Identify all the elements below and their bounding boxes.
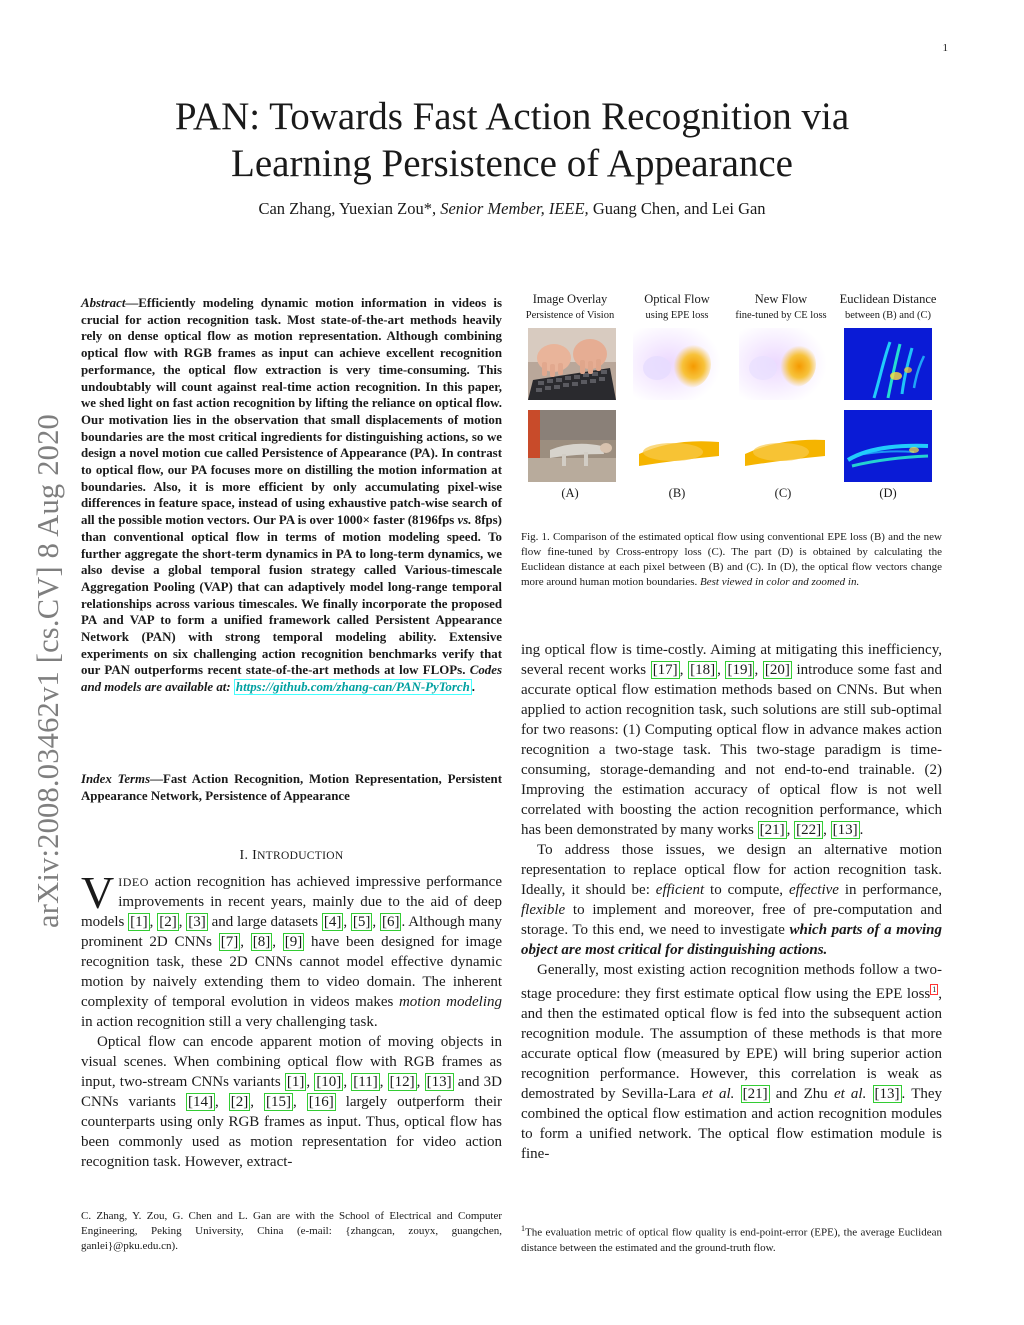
col-c-title: New Flow: [754, 292, 808, 306]
sep: ,: [178, 914, 187, 930]
abstract-label: Abstract: [81, 296, 126, 310]
author-list: [100, 199, 924, 219]
authors-post: Guang Chen, and Lei Gan: [588, 199, 766, 218]
col-a-sub: Persistence of Vision: [525, 310, 615, 321]
citation[interactable]: [20]: [764, 662, 790, 678]
citation[interactable]: [11]: [353, 1074, 378, 1090]
intro-p1-text-3: . Although many prominent 2D CNNs: [81, 914, 502, 950]
index-terms: [81, 771, 502, 804]
figure-col-d-header: [833, 292, 943, 323]
intro-p1-text-1: action recognition has achieved impressive performance improvements in recent years, mainly due to the aid of deep models: [81, 874, 502, 930]
sep: ,: [823, 822, 831, 838]
citation[interactable]: [13]: [874, 1086, 900, 1102]
sep: ,: [379, 1074, 388, 1090]
citation[interactable]: [2]: [230, 1094, 249, 1110]
abstract-text: —Efficiently modeling dynamic motion information in videos is crucial for action recognition task. Most state-of-the-art methods heavily rely on dense optical flow as motion representation. Although combining optical flow with RGB frames as input can achieve excellent recognition performance, the optical flow extraction is very time-consuming. This undoubtably will count against real-time action recognition. In this paper, we shed light on fast action recognition by lifting the reliance on optical flow. Our motivation lies in the observation that small displacements of motion boundaries are the most critical ingredients for distinguishing actions, so we design a novel motion cue called Persistence of Appearance (PA). In contrast to optical flow, our PA focuses more on distilling the motion information at boundaries. Also, it is more efficient by only accumulating pixel-wise differences in feature space, instead of using exhaustive patch-wise search of all the possible motion vectors. Our PA is over 1000× faster (8196fps: [81, 296, 502, 528]
sep: ,: [416, 1074, 425, 1090]
rp2-bold-italic: which parts of a moving object are most critical for distinguishing actions.: [521, 922, 943, 958]
section-heading-introduction: I. INTRODUCTION: [239, 848, 344, 863]
figure-col-a-header: [515, 292, 625, 323]
sep: ,: [292, 1094, 307, 1110]
rp1-text-3: .: [859, 822, 864, 838]
col-b-title: Optical Flow: [644, 292, 710, 306]
rp3-em-1: et al.: [701, 1086, 735, 1102]
authors-role: Senior Member, IEEE,: [440, 199, 589, 218]
citation[interactable]: [3]: [188, 914, 206, 930]
intro-paragraph-2: [81, 1032, 502, 1172]
panel-c2-flow: [739, 410, 827, 482]
citation[interactable]: [13]: [832, 822, 858, 838]
sep: ,: [343, 1074, 352, 1090]
abstract-end: .: [471, 680, 475, 695]
rp2-text-3: in performance,: [838, 882, 942, 898]
sep: ,: [372, 914, 380, 930]
intro-p2-text-1: Optical flow can encode apparent motion of moving objects in visual scenes. When combining optical flow with RGB frames as input, two-stream CNNs variants: [81, 1034, 502, 1090]
section-first-letter: I: [252, 848, 258, 863]
col-d-sub: between (B) and (C): [844, 310, 931, 321]
rp2-text-2: to compute,: [704, 882, 789, 898]
footnote-right-text: The evaluation metric of optical flow quality is end-point-error (EPE), the average Euclidean distance between the estimated and the ground-truth flow.: [521, 1226, 942, 1254]
index-terms-text: —Fast Action Recognition, Motion Representation, Persistent Appearance Network, Persistence of Appearance: [81, 772, 502, 803]
footnote-affiliation: C. Zhang, Y. Zou, G. Chen and L. Gan are with the School of Electrical and Computer Engineering, Peking University, China (e-mail: {zhangcan, zouyx, guangchen, ganlei}@pku.edu.cn).: [81, 1210, 502, 1252]
rp3-text-1: Generally, most existing action recognition methods follow a two-stage procedure: they first estimate optical flow using the EPE loss: [521, 962, 942, 1002]
intro-p1-text-4: have been designed for image recognition task, these 2D CNNs cannot model effective dynamic motion by naively extending them to video domain. The inherent complexity of temporal evolution in videos makes: [81, 934, 503, 1010]
rp1-text-1: ing optical flow is time-costly. Aiming at mitigating this inefficiency, several recent works: [521, 642, 942, 678]
title-line-2: Learning Persistence of Appearance: [231, 142, 793, 185]
right-paragraph-1: [521, 640, 942, 840]
intro-p2-text-3: largely outperform their counterparts using only RGB frames as input. Thus, optical flow has been commonly used as motion representation for video action recognition task. However, extract-: [81, 1094, 503, 1170]
abstract: [81, 295, 502, 696]
intro-p1-text-2: and large datasets: [207, 914, 322, 930]
rp2-em-1: efficient: [655, 882, 705, 898]
sep: ,: [306, 1074, 315, 1090]
right-paragraph-3: [521, 960, 942, 1164]
footnote-epe: [521, 1221, 942, 1256]
introduction-body: [81, 867, 503, 1172]
panel-a2-pushup: [528, 410, 616, 482]
figure-label-c: (C): [774, 486, 792, 500]
page-number: 1: [942, 42, 948, 54]
panel-d1-distance: [844, 328, 932, 400]
drop-cap: V: [81, 867, 115, 918]
figure-label-d: (D): [879, 486, 897, 500]
sep: ,: [214, 1094, 229, 1110]
citation[interactable]: [22]: [796, 822, 822, 838]
rp3-text-3: and Zhu: [769, 1086, 834, 1102]
sep: ,: [679, 662, 689, 678]
citation[interactable]: [10]: [316, 1074, 342, 1090]
rp2-em-3: flexible: [521, 902, 566, 918]
col-c-sub: fine-tuned by CE loss: [735, 310, 827, 321]
intro-p2-text-2: and 3D CNNs variants: [81, 1074, 502, 1110]
caption-text: Fig. 1. Comparison of the estimated optical flow using conventional EPE loss (B) and the new flow fine-tuned by Cross-entropy loss (C). The part (D) is obtained by calculating the Euclidean distance at each pixel between (B) and (C). In (D), the optical flow vectors change more around human motion boundaries.: [521, 531, 942, 588]
col-b-sub: using EPE loss: [645, 310, 709, 321]
col-d-title: Euclidean Distance: [839, 292, 937, 306]
citation[interactable]: [9]: [284, 934, 303, 950]
intro-caps: IDEO: [118, 875, 149, 889]
abstract-vs: vs.: [457, 513, 472, 528]
sep: ,: [149, 914, 158, 930]
right-paragraph-2: [521, 840, 942, 960]
sep: ,: [240, 934, 251, 950]
caption-italic: Best viewed in color and zoomed in.: [700, 576, 860, 588]
panel-a1-typing-hands: [528, 328, 616, 400]
sep: [734, 1086, 740, 1102]
right-column-body: [521, 640, 942, 1164]
citation[interactable]: [1]: [130, 914, 148, 930]
intro-paragraph-1: [81, 867, 503, 1032]
citation[interactable]: [19]: [727, 662, 753, 678]
citation[interactable]: [1]: [286, 1074, 305, 1090]
citation[interactable]: [16]: [308, 1094, 334, 1110]
sep: ,: [343, 914, 351, 930]
footnote-right-mark: 1: [521, 1224, 525, 1233]
panel-d2-distance: [844, 410, 932, 482]
sep: [866, 1086, 872, 1102]
citation[interactable]: [4]: [323, 914, 342, 930]
abstract-codes: Codes and models are available at:: [81, 663, 502, 695]
citation[interactable]: [8]: [252, 934, 271, 950]
citation[interactable]: [2]: [159, 914, 177, 930]
rp2-text-4: to implement and moreover, free of pre-computation and storage. To this end, we need to investigate: [521, 902, 942, 938]
figure-1: [521, 292, 945, 507]
paper-title: [100, 93, 924, 187]
citation[interactable]: [13]: [426, 1074, 452, 1090]
citation[interactable]: [18]: [690, 662, 716, 678]
panel-c1-flow: [739, 328, 827, 400]
citation[interactable]: [17]: [652, 662, 678, 678]
section-rest: NTRODUCTION: [257, 850, 344, 862]
citation[interactable]: [21]: [759, 822, 785, 838]
figure-col-c-header: [726, 292, 836, 323]
rp2-text-1: To address those issues, we design an alternative motion representation to replace optical flow for action recognition task. Ideally, it should be:: [521, 842, 942, 898]
figure-label-b: (B): [668, 486, 686, 500]
col-a-title: Image Overlay: [532, 292, 608, 306]
footnote-mark[interactable]: 1: [932, 985, 937, 994]
sep: ,: [250, 1094, 264, 1110]
rp3-text-2: , and then the estimated optical flow is fed into the subsequent action recognition module. The assumption of these methods is that more accurate optical flow (measured by EPE) will bring superior action recognition performance. However, this correlation is weak as demostrated by Sevilla-Lara: [521, 986, 942, 1102]
citation[interactable]: [14]: [187, 1094, 213, 1110]
authors-pre: Can Zhang, Yuexian Zou*,: [258, 199, 441, 218]
citation[interactable]: [5]: [352, 914, 371, 930]
rp1-text-2: introduce some fast and accurate optical flow estimation methods based on CNNs. But when applied to action recognition task, such solutions are still sub-optimal for two reasons: (1) Computing optical flow in advance makes action recognition a two-stage task. This two-stage paradigm is time-consuming, storage-demanding and not end-to-end trainable. (2) Improving the estimation accuracy of optical flow is not well correlated with boosting the action recognition performance, which has been demonstrated by many works: [521, 662, 943, 838]
sep: ,: [272, 934, 283, 950]
citation[interactable]: [12]: [389, 1074, 415, 1090]
sep: ,: [786, 822, 795, 838]
abstract-text-2: 8fps) than conventional optical flow in terms of motion modeling speed. To further aggregate the short-term dynamics in PA to long-term dynamics, we also devise a global temporal fusion strategy called Various-timescale Aggregation Pooling (VAP) that can adaptively model long-range temporal relationships across various timescales. We finally incorporate the proposed PA and VAP to form a unified framework called Persistent Appearance Network (PAN) with strong temporal modeling ability. Extensive experiments on six challenging action recognition benchmarks verify that our PAN outperforms recent state-of-the-art methods at low FLOPs.: [81, 513, 502, 678]
citation[interactable]: [21]: [742, 1086, 768, 1102]
panel-b2-flow: [633, 410, 721, 482]
sep: ,: [717, 662, 726, 678]
figure-col-b-header: [622, 292, 732, 323]
panel-b1-flow: [633, 328, 721, 400]
arxiv-stamp: arXiv:2008.03462v1 [cs.CV] 8 Aug 2020: [31, 413, 65, 928]
index-terms-label: Index Terms: [81, 772, 151, 786]
figure-label-a: (A): [561, 486, 579, 500]
intro-p1-text-5: in action recognition still a very challenging task.: [81, 1014, 378, 1030]
rp3-em-2: et al.: [833, 1086, 867, 1102]
citation[interactable]: [7]: [220, 934, 239, 950]
citation[interactable]: [15]: [265, 1094, 291, 1110]
rp2-em-2: effective: [788, 882, 839, 898]
figure-caption: [521, 530, 942, 590]
code-link[interactable]: https://github.com/zhang-can/PAN-PyTorch: [235, 680, 470, 695]
intro-p1-emphasis: motion modeling: [398, 994, 502, 1010]
title-line-1: PAN: Towards Fast Action Recognition via: [174, 95, 850, 138]
citation[interactable]: [6]: [381, 914, 400, 930]
sep: ,: [754, 662, 763, 678]
rp3-text-4: . They combined the optical flow estimation and action recognition modules to form a unified network. The optical flow estimation module is fine-: [521, 1086, 943, 1162]
